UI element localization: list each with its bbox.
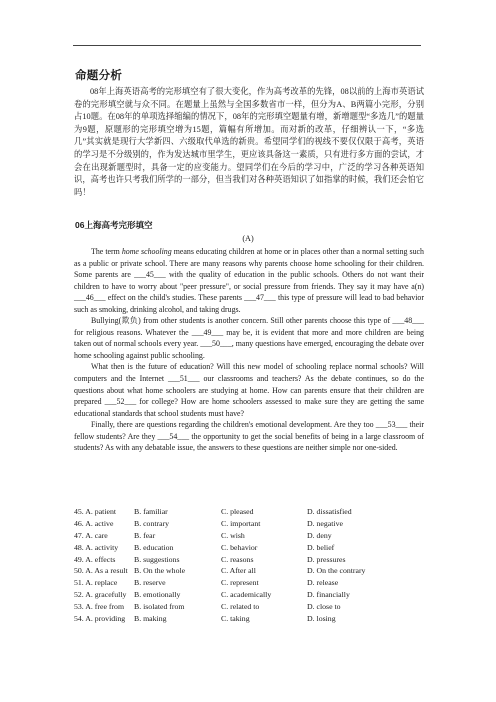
option-row bbox=[74, 589, 434, 601]
passage-paragraph-3: What then is the future of education? Will this new model of schooling replace normal schools? Will computers and the Internet ___51___ our classrooms and teachers? As the debate continues, so do the questions about what home schoolers are studying at home. How can parents ensure that their children are prepared ___52___ for college? How are home schoolers assessed to make sure they are getting the same educational standards that school students must have? bbox=[74, 362, 424, 418]
option-choice: B. education bbox=[134, 542, 174, 552]
p1-body: means educating children at home or in places other than a normal setting such as a public or private school. There are many reasons why parents choose home schooling for their children. Some parents are ___45___ with the quality of education in the public schools. Others do not want their children to have to worry about "peer pressure", or social pressure from friends. They say it may have a(n) ___46___ effect on the child's studies. These parents ___47___ this type of pressure will lead to bad behavior such as smoking, drinking alcohol, and taking drugs. bbox=[74, 247, 424, 314]
option-choice: C. behavior bbox=[221, 542, 258, 552]
option-choice: D. release bbox=[307, 578, 339, 588]
option-choice: D. belief bbox=[307, 542, 335, 552]
option-choice: 49. A. effects bbox=[74, 554, 116, 564]
p1-lead: The term bbox=[91, 247, 122, 256]
option-choice: C. pleased bbox=[221, 507, 254, 516]
passage-label: (A) bbox=[242, 234, 254, 243]
option-choice: 47. A. care bbox=[74, 530, 108, 540]
option-choice: B. making bbox=[134, 614, 167, 624]
option-choice: C. related to bbox=[221, 602, 260, 612]
option-choice: D. deny bbox=[307, 530, 332, 540]
option-choice: D. financially bbox=[307, 590, 350, 600]
option-choice: B. reserve bbox=[134, 578, 166, 588]
option-choice: C. taking bbox=[221, 614, 250, 624]
option-row bbox=[74, 530, 434, 542]
option-choice: B. fear bbox=[134, 530, 156, 540]
option-choice: B. emotionally bbox=[134, 590, 181, 600]
option-choice: B. contrary bbox=[134, 518, 170, 528]
option-row bbox=[74, 613, 434, 625]
option-row bbox=[74, 601, 434, 613]
option-choice: C. wish bbox=[221, 530, 245, 540]
option-choice: D. losing bbox=[307, 614, 336, 624]
answer-options bbox=[74, 506, 434, 625]
option-choice: 48. A. activity bbox=[74, 542, 119, 552]
option-row bbox=[74, 506, 434, 518]
passage-paragraph-1 bbox=[74, 246, 424, 315]
option-choice: C. important bbox=[221, 518, 261, 528]
option-row bbox=[74, 518, 434, 530]
option-choice: C. After all bbox=[221, 566, 256, 576]
section-title: 命题分析 bbox=[75, 70, 123, 82]
option-row bbox=[74, 565, 434, 577]
option-choice: B. suggestions bbox=[134, 554, 180, 564]
header-rule bbox=[73, 45, 421, 46]
option-row bbox=[74, 542, 434, 554]
intro-paragraph: 08年上海英语高考的完形填空有了很大变化，作为高考改革的先锋，08以前的上海市英语试卷的完形填空就与众不同。在题量上虽然与全国多数省市一样，但分为A、B两篇小完形，分别占10题。在08年的单项选择缩编的情况下，08年的完形填空题量有增，新增题型“多选几”的题量为9题，原题形的完形填空增为15题，篇幅有所增加。而对新的改革，仔细辨认一下，“多选几”其实就是现行大学新四、六级取代单选的新贵。希望同学们的视线不要仅仅限于高考，英语的学习是不分级别的，作为发达城市里学生，更应该具备这一素质，只有进行多方面的尝试，才会在出现新题型时，具备一定的应变能力。望同学们在今后的学习中，广泛的学习各种英语知识，高考也许只考我们所学的一部分，但当我们对各种英语知识了如指掌的时候，我们还会怕它吗！ bbox=[74, 87, 424, 197]
option-choice: 54. A. providing bbox=[74, 614, 126, 624]
option-choice: B. isolated from bbox=[134, 602, 185, 612]
option-row bbox=[74, 554, 434, 566]
option-choice: C. reasons bbox=[221, 554, 254, 564]
passage-text bbox=[74, 246, 424, 454]
option-choice: 46. A. active bbox=[74, 518, 114, 528]
option-choice: D. negative bbox=[307, 518, 343, 528]
option-choice: C. academically bbox=[221, 590, 272, 600]
passage-paragraph-2: Bullying(欺负) from other students is another concern. Still other parents choose this type of ___48___ for religious reasons. Whatever the ___49___ may be, it is evident that more and more children are being taken out of normal schools every year. ___50___, many questions have emerged, encouraging the debate over home schooling against public schooling. bbox=[74, 316, 425, 360]
option-choice: D. dissatisfied bbox=[307, 507, 352, 516]
option-choice: 52. A. gracefully bbox=[74, 590, 127, 600]
passage-paragraph-4: Finally, there are questions regarding the children's emotional development. Are they too ___53___ their fellow students? Are they ___54___ the opportunity to get the social benefits of being in a large classroom of students? As with any debatable issue, the answers to these questions are neither simple nor one-sided. bbox=[74, 420, 424, 453]
option-choice: D. On the contrary bbox=[307, 566, 366, 576]
option-choice: 45. A. patient bbox=[74, 507, 117, 516]
option-row bbox=[74, 577, 434, 589]
option-choice: B. familiar bbox=[134, 507, 168, 516]
option-choice: 51. A. replace bbox=[74, 578, 118, 588]
option-choice: 50. A. As a result bbox=[74, 566, 128, 576]
option-choice: B. On the whole bbox=[134, 566, 186, 576]
option-choice: D. pressures bbox=[307, 554, 346, 564]
option-choice: D. close to bbox=[307, 602, 341, 612]
option-choice: C. represent bbox=[221, 578, 259, 588]
exam-heading: 06上海高考完形填空 bbox=[75, 220, 153, 230]
option-choice: 53. A. free from bbox=[74, 602, 125, 612]
p1-term: home schooling bbox=[121, 247, 172, 256]
